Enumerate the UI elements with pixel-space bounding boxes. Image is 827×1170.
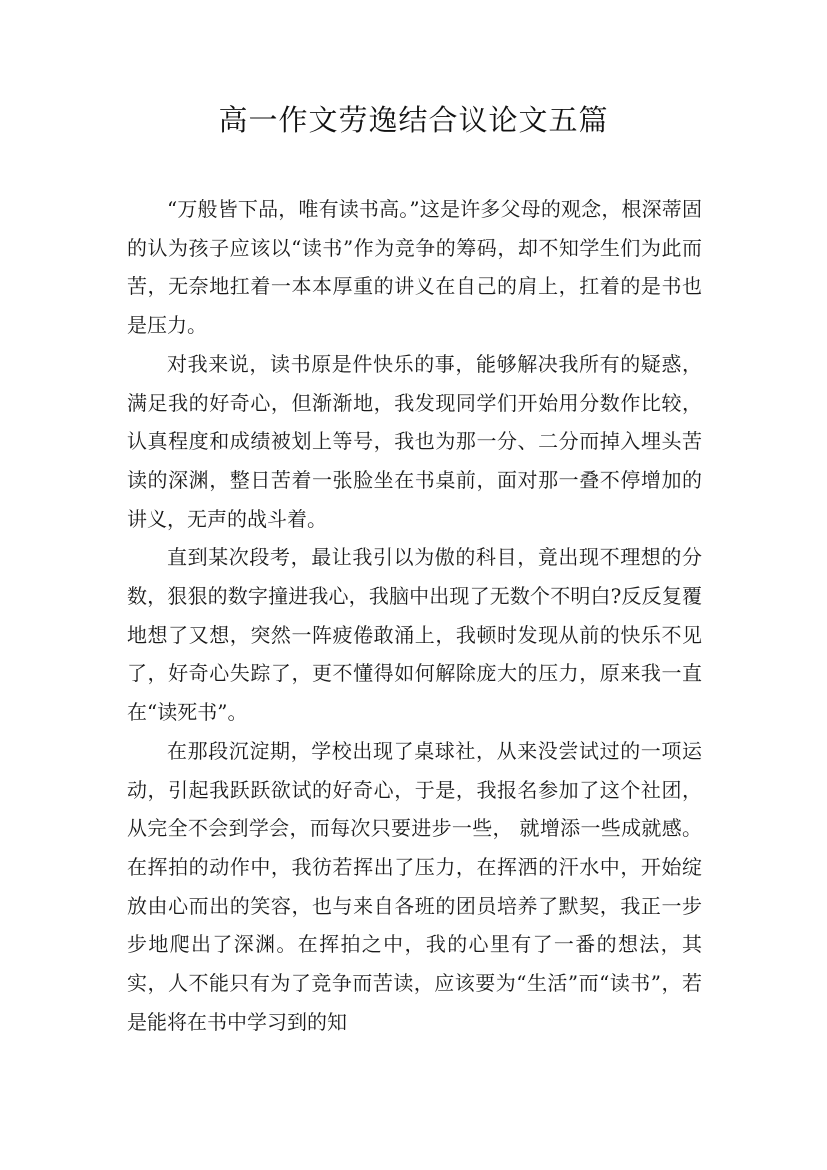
paragraph-2: 对我来说，读书原是件快乐的事，能够解决我所有的疑惑，满足我的好奇心，但渐渐地，我发现同学们开始用分数作比较，认真程度和成绩被划上等号，我也为那一分、二分而掉入埋头苦读的深渊，整日苦着一张脸坐在书桌前，面对那一叠不停增加的讲义，无声的战斗着。 bbox=[127, 351, 702, 531]
paragraph-1: “万般皆下品，唯有读书高。”这是许多父母的观念，根深蒂固的认为孩子应该以“读书”作为竞争的筹码，却不知学生们为此而苦，无奈地扛着一本本厚重的讲义在自己的肩上，扛着的是书也是压力。 bbox=[127, 197, 702, 338]
document-body bbox=[127, 190, 702, 1041]
document-title: 高一作文劳逸结合议论文五篇 bbox=[218, 103, 609, 137]
paragraph-3: 直到某次段考，最让我引以为傲的科目，竟出现不理想的分数，狠狠的数字撞进我心，我脑中出现了无数个不明白?反反复覆地想了又想，突然一阵疲倦敢涌上，我顿时发现从前的快乐不见了，好奇心失踪了，更不懂得如何解除庞大的压力，原来我一直在“读死书”。 bbox=[127, 545, 702, 725]
paragraph-4: 在那段沉淀期，学校出现了桌球社，从来没尝试过的一项运动，引起我跃跃欲试的好奇心，于是，我报名参加了这个社团，从完全不会到学会，而每次只要进步一些， 就增添一些成就感。在挥拍的动作中，我彷若挥出了压力，在挥洒的汗水中，开始绽放由心而出的笑容，也与来自各班的团员培养了默契，我正一步步地爬出了深渊。在挥拍之中，我的心里有了一番的想法，其实，人不能只有为了竞争而苦读，应该要为“生活”而“读书”，若是能将在书中学习到的知 bbox=[127, 738, 702, 1034]
